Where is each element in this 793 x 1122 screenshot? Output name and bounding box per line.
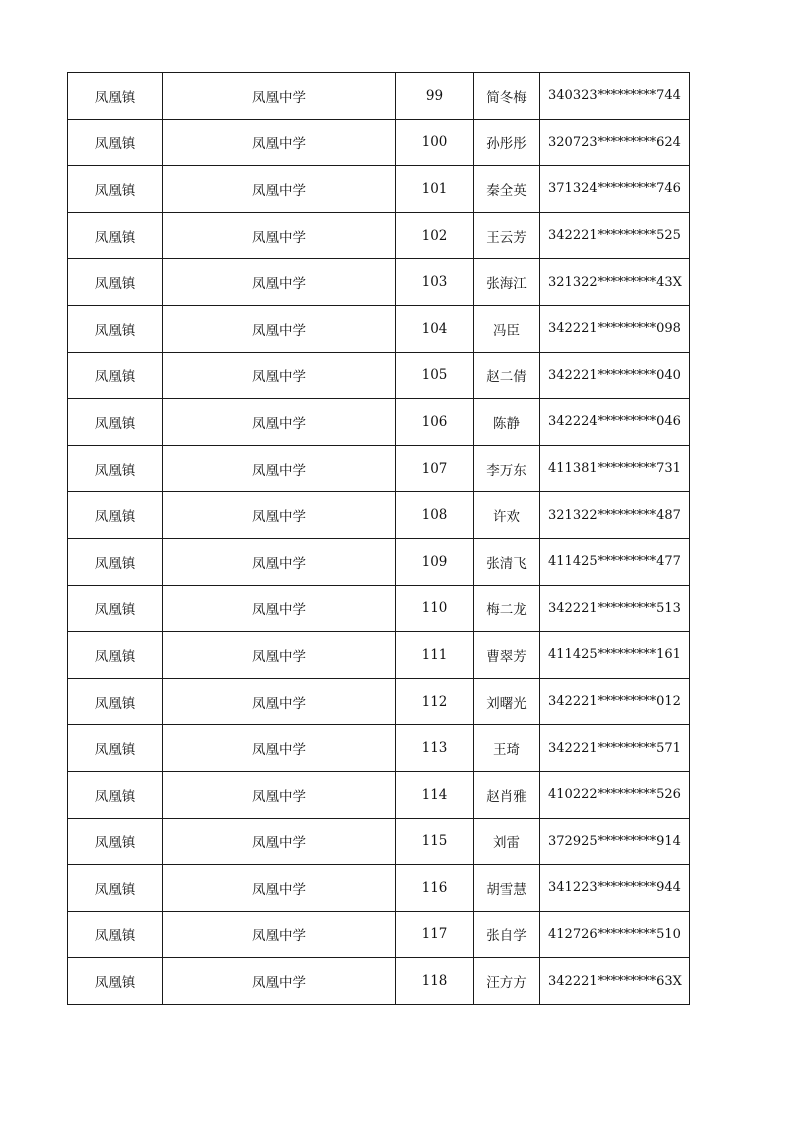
number-cell: 109: [396, 538, 474, 585]
id-number-cell: 342221*********513: [540, 585, 690, 632]
town-cell: 凤凰镇: [68, 865, 163, 912]
school-cell: 凤凰中学: [163, 492, 396, 539]
school-cell: 凤凰中学: [163, 958, 396, 1005]
name-cell: 许欢: [474, 492, 540, 539]
town-cell: 凤凰镇: [68, 771, 163, 818]
table-row: [68, 818, 690, 865]
id-number-cell: 342221*********571: [540, 725, 690, 772]
town-cell: 凤凰镇: [68, 212, 163, 259]
id-number-cell: 341223*********944: [540, 865, 690, 912]
town-cell: 凤凰镇: [68, 538, 163, 585]
table-row: [68, 73, 690, 120]
id-number-cell: 342221*********040: [540, 352, 690, 399]
name-cell: 张海江: [474, 259, 540, 306]
id-number-cell: 411381*********731: [540, 445, 690, 492]
school-cell: 凤凰中学: [163, 538, 396, 585]
school-cell: 凤凰中学: [163, 119, 396, 166]
name-cell: 王琦: [474, 725, 540, 772]
table-row: [68, 911, 690, 958]
table-row: [68, 166, 690, 213]
school-cell: 凤凰中学: [163, 865, 396, 912]
id-number-cell: 342221*********012: [540, 678, 690, 725]
number-cell: 107: [396, 445, 474, 492]
table-row: [68, 678, 690, 725]
name-cell: 冯臣: [474, 305, 540, 352]
table-row: [68, 771, 690, 818]
town-cell: 凤凰镇: [68, 119, 163, 166]
number-cell: 115: [396, 818, 474, 865]
town-cell: 凤凰镇: [68, 818, 163, 865]
id-number-cell: 371324*********746: [540, 166, 690, 213]
town-cell: 凤凰镇: [68, 585, 163, 632]
table-row: [68, 865, 690, 912]
school-cell: 凤凰中学: [163, 678, 396, 725]
town-cell: 凤凰镇: [68, 445, 163, 492]
id-number-cell: 410222*********526: [540, 771, 690, 818]
town-cell: 凤凰镇: [68, 492, 163, 539]
id-number-cell: 342221*********63X: [540, 958, 690, 1005]
table-row: [68, 259, 690, 306]
school-cell: 凤凰中学: [163, 585, 396, 632]
number-cell: 111: [396, 632, 474, 679]
town-cell: 凤凰镇: [68, 166, 163, 213]
name-cell: 陈静: [474, 399, 540, 446]
roster-table: [67, 72, 690, 1005]
school-cell: 凤凰中学: [163, 725, 396, 772]
school-cell: 凤凰中学: [163, 632, 396, 679]
table-row: [68, 958, 690, 1005]
id-number-cell: 342221*********525: [540, 212, 690, 259]
roster-table-body: [68, 73, 690, 1005]
id-number-cell: 412726*********510: [540, 911, 690, 958]
town-cell: 凤凰镇: [68, 911, 163, 958]
name-cell: 胡雪慧: [474, 865, 540, 912]
name-cell: 秦全英: [474, 166, 540, 213]
table-row: [68, 305, 690, 352]
town-cell: 凤凰镇: [68, 958, 163, 1005]
id-number-cell: 342224*********046: [540, 399, 690, 446]
table-row: [68, 538, 690, 585]
school-cell: 凤凰中学: [163, 352, 396, 399]
school-cell: 凤凰中学: [163, 212, 396, 259]
id-number-cell: 321322*********487: [540, 492, 690, 539]
number-cell: 112: [396, 678, 474, 725]
id-number-cell: 411425*********161: [540, 632, 690, 679]
number-cell: 116: [396, 865, 474, 912]
id-number-cell: 340323*********744: [540, 73, 690, 120]
school-cell: 凤凰中学: [163, 445, 396, 492]
number-cell: 102: [396, 212, 474, 259]
name-cell: 曹翠芳: [474, 632, 540, 679]
number-cell: 110: [396, 585, 474, 632]
id-number-cell: 320723*********624: [540, 119, 690, 166]
name-cell: 梅二龙: [474, 585, 540, 632]
town-cell: 凤凰镇: [68, 725, 163, 772]
name-cell: 孙彤彤: [474, 119, 540, 166]
table-row: [68, 632, 690, 679]
name-cell: 刘雷: [474, 818, 540, 865]
number-cell: 106: [396, 399, 474, 446]
number-cell: 114: [396, 771, 474, 818]
table-row: [68, 492, 690, 539]
number-cell: 104: [396, 305, 474, 352]
id-number-cell: 321322*********43X: [540, 259, 690, 306]
number-cell: 100: [396, 119, 474, 166]
name-cell: 李万东: [474, 445, 540, 492]
table-row: [68, 212, 690, 259]
number-cell: 108: [396, 492, 474, 539]
town-cell: 凤凰镇: [68, 305, 163, 352]
table-row: [68, 119, 690, 166]
school-cell: 凤凰中学: [163, 305, 396, 352]
town-cell: 凤凰镇: [68, 259, 163, 306]
number-cell: 113: [396, 725, 474, 772]
town-cell: 凤凰镇: [68, 73, 163, 120]
name-cell: 赵肖雅: [474, 771, 540, 818]
school-cell: 凤凰中学: [163, 399, 396, 446]
table-row: [68, 585, 690, 632]
table-row: [68, 352, 690, 399]
id-number-cell: 342221*********098: [540, 305, 690, 352]
number-cell: 99: [396, 73, 474, 120]
number-cell: 101: [396, 166, 474, 213]
name-cell: 赵二倩: [474, 352, 540, 399]
table-row: [68, 445, 690, 492]
school-cell: 凤凰中学: [163, 911, 396, 958]
town-cell: 凤凰镇: [68, 399, 163, 446]
town-cell: 凤凰镇: [68, 352, 163, 399]
town-cell: 凤凰镇: [68, 678, 163, 725]
name-cell: 王云芳: [474, 212, 540, 259]
table-row: [68, 399, 690, 446]
number-cell: 105: [396, 352, 474, 399]
name-cell: 张清飞: [474, 538, 540, 585]
name-cell: 简冬梅: [474, 73, 540, 120]
number-cell: 103: [396, 259, 474, 306]
school-cell: 凤凰中学: [163, 166, 396, 213]
number-cell: 117: [396, 911, 474, 958]
school-cell: 凤凰中学: [163, 818, 396, 865]
school-cell: 凤凰中学: [163, 259, 396, 306]
school-cell: 凤凰中学: [163, 73, 396, 120]
school-cell: 凤凰中学: [163, 771, 396, 818]
id-number-cell: 372925*********914: [540, 818, 690, 865]
name-cell: 张自学: [474, 911, 540, 958]
town-cell: 凤凰镇: [68, 632, 163, 679]
name-cell: 汪方方: [474, 958, 540, 1005]
table-row: [68, 725, 690, 772]
id-number-cell: 411425*********477: [540, 538, 690, 585]
name-cell: 刘曙光: [474, 678, 540, 725]
number-cell: 118: [396, 958, 474, 1005]
